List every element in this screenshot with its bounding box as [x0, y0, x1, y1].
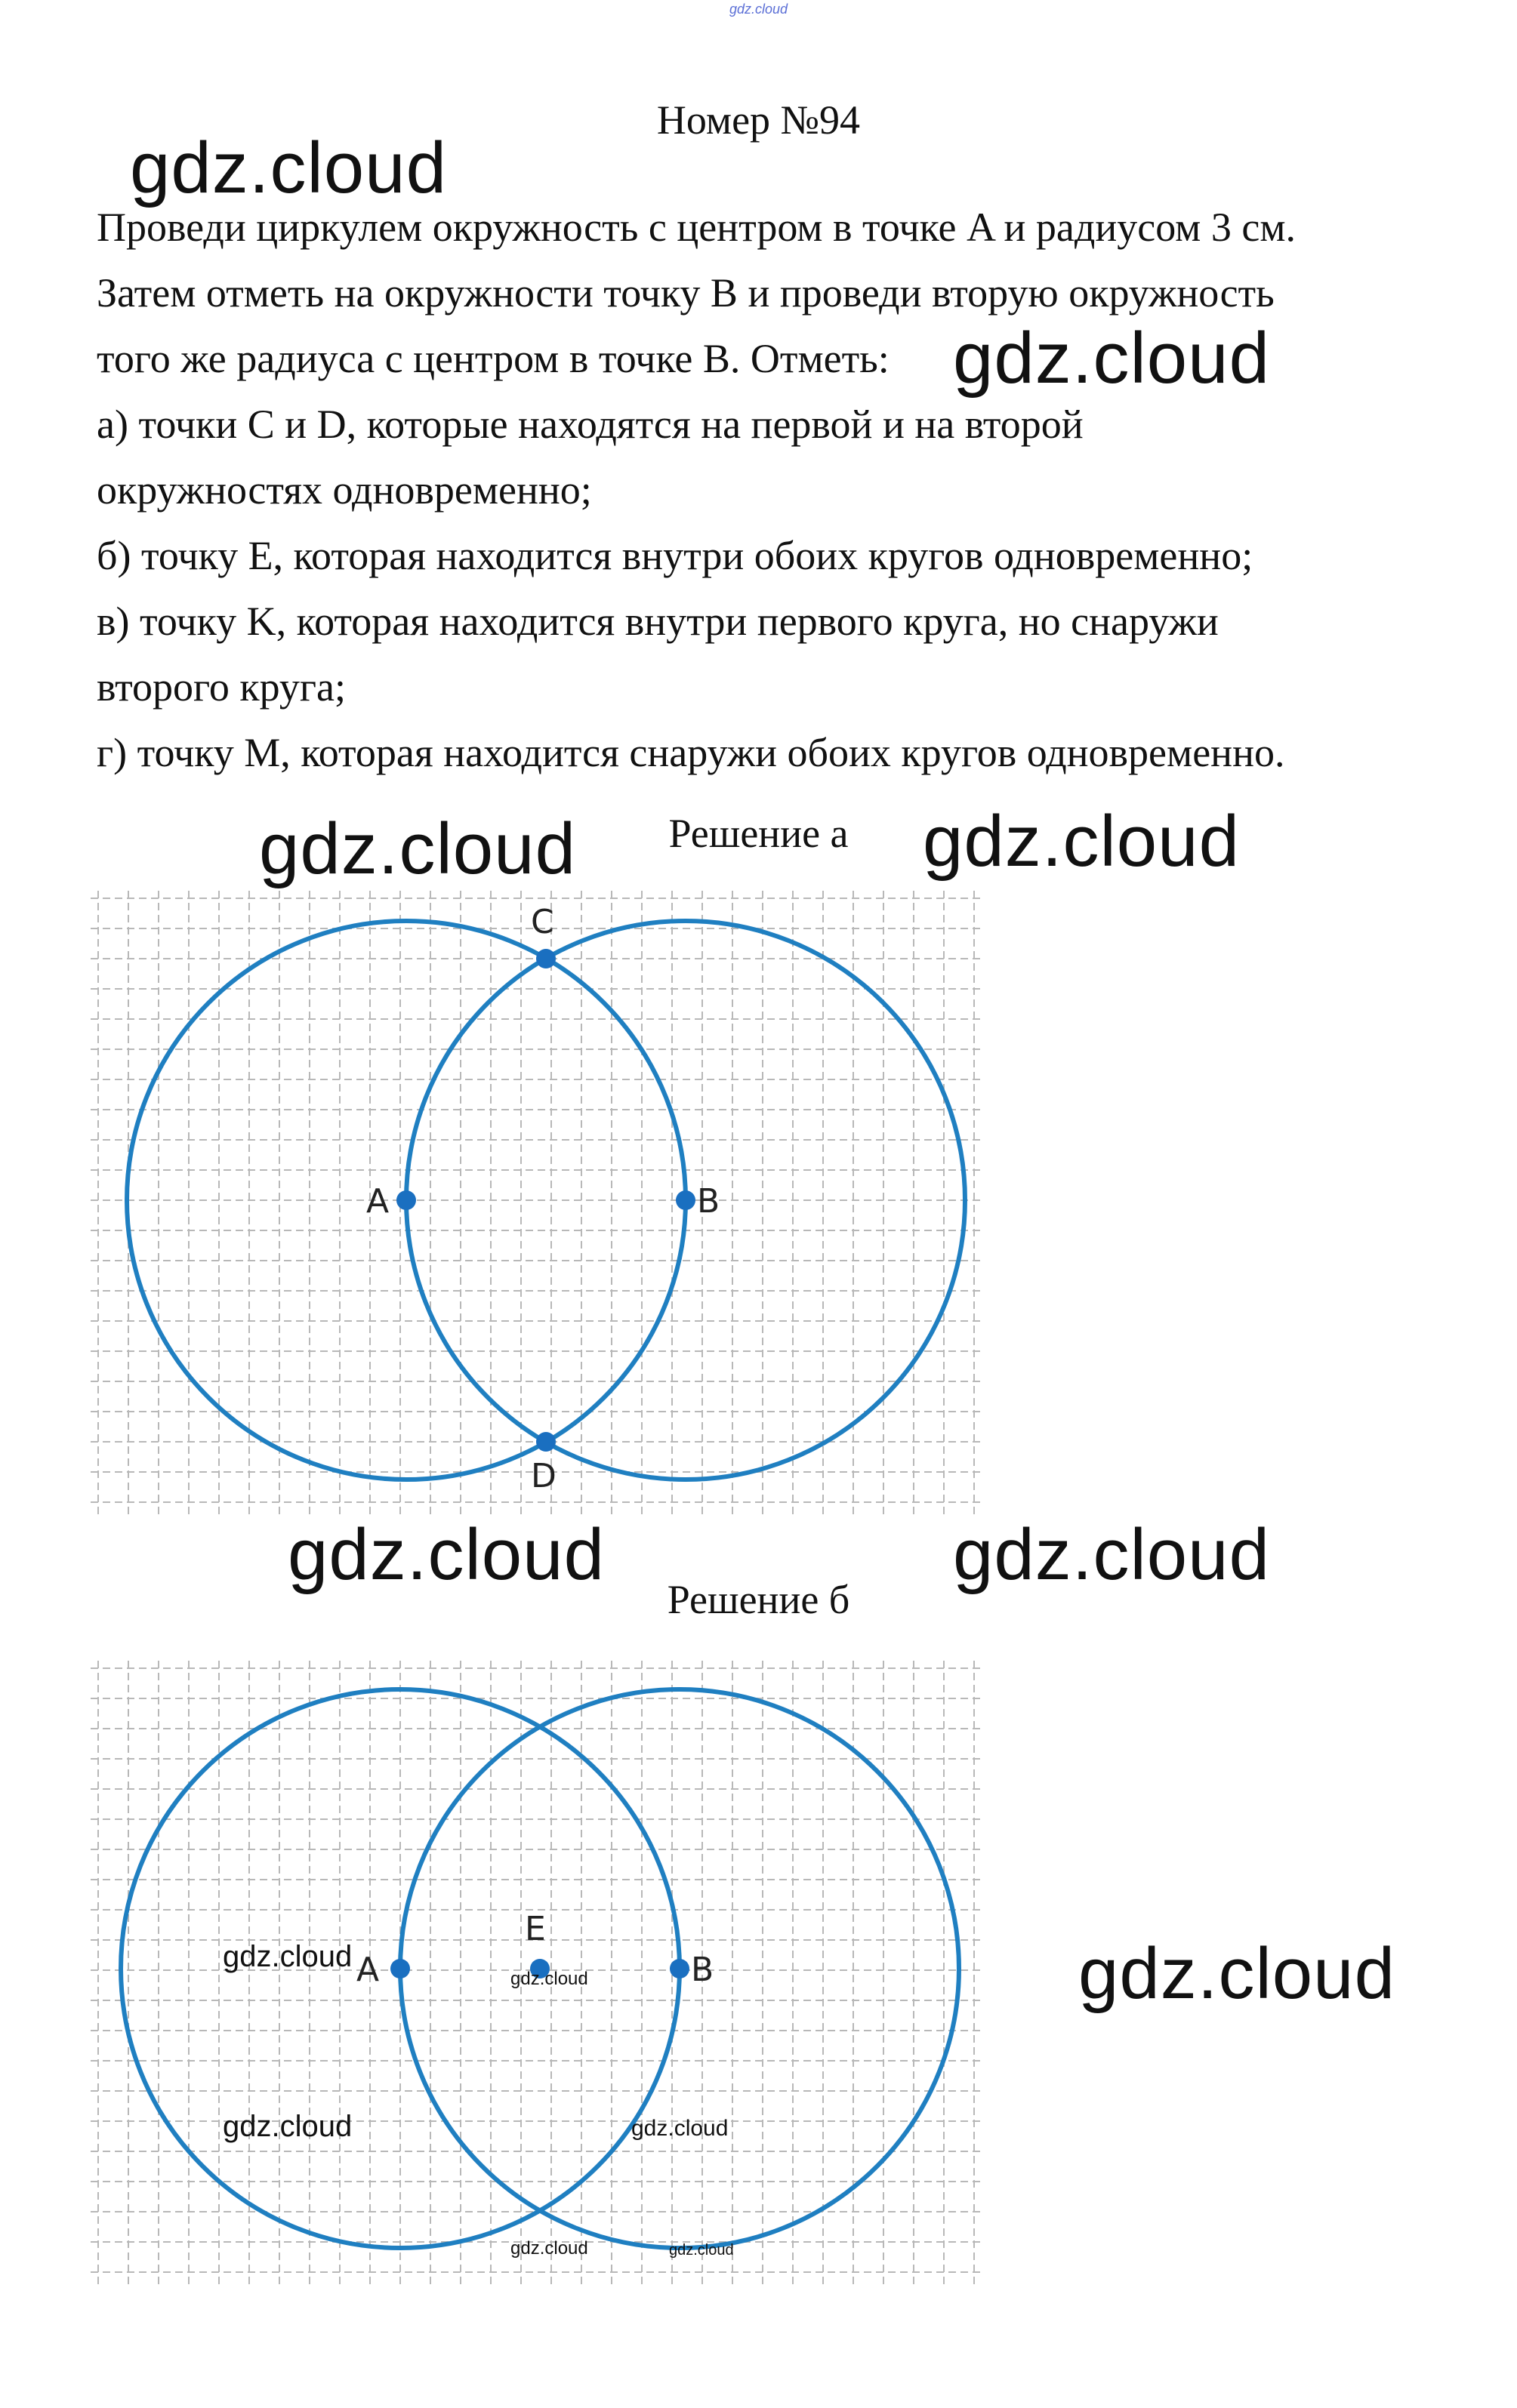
label-a: A	[366, 1182, 390, 1221]
point-b	[676, 1190, 695, 1210]
problem-line: второго круга;	[97, 664, 346, 710]
watermark: gdz.cloud	[223, 2110, 353, 2143]
problem-line: окружностях одновременно;	[97, 467, 592, 513]
problem-line: Проведи циркулем окружность с центром в точке A и радиусом 3 см.	[97, 205, 1296, 250]
point-a	[390, 1959, 410, 1978]
problem-line: а) точки C и D, которые находятся на первой и на второй	[97, 402, 1084, 447]
watermark: gdz.cloud	[923, 801, 1240, 882]
problem-line: в) точку K, которая находится внутри первого круга, но снаружи	[97, 599, 1219, 644]
page-title: Номер №94	[656, 97, 861, 143]
watermark: gdz.cloud	[1078, 1933, 1395, 2014]
point-c	[536, 949, 556, 968]
solution-a-title: Решение а	[668, 811, 849, 856]
watermark: gdz.cloud	[953, 318, 1270, 399]
solution-a-figure	[91, 891, 997, 1540]
watermark: gdz.cloud	[669, 2242, 734, 2259]
solution-b-title: Решение б	[667, 1577, 850, 1622]
watermark: gdz.cloud	[223, 1940, 353, 1973]
watermark: gdz.cloud	[510, 1969, 588, 1989]
label-e: E	[525, 1910, 546, 1948]
point-d	[536, 1432, 556, 1452]
watermark: gdz.cloud	[510, 2238, 588, 2259]
problem-line: того же радиуса с центром в точке B. Отметь:	[97, 336, 890, 381]
point-b	[670, 1959, 689, 1978]
problem-text	[97, 195, 1471, 786]
label-d: D	[531, 1457, 557, 1495]
grid	[91, 891, 982, 1517]
label-b: B	[691, 1951, 714, 1989]
watermark: gdz.cloud	[631, 2116, 729, 2141]
label-c: C	[531, 903, 554, 941]
label-a: A	[356, 1951, 380, 1989]
watermark: gdz.cloud	[130, 128, 447, 208]
point-a	[396, 1190, 416, 1210]
problem-line: б) точку E, которая находится внутри обоих кругов одновременно;	[97, 533, 1253, 578]
watermark: gdz.cloud	[953, 1514, 1270, 1595]
header-watermark: gdz.cloud	[729, 2, 788, 17]
label-b: B	[697, 1182, 720, 1221]
watermark: gdz.cloud	[288, 1514, 605, 1595]
problem-line: г) точку M, которая находится снаружи обоих кругов одновременно.	[97, 730, 1285, 775]
watermark: gdz.cloud	[259, 808, 576, 889]
problem-line: Затем отметь на окружности точку B и проведи вторую окружность	[97, 270, 1275, 316]
